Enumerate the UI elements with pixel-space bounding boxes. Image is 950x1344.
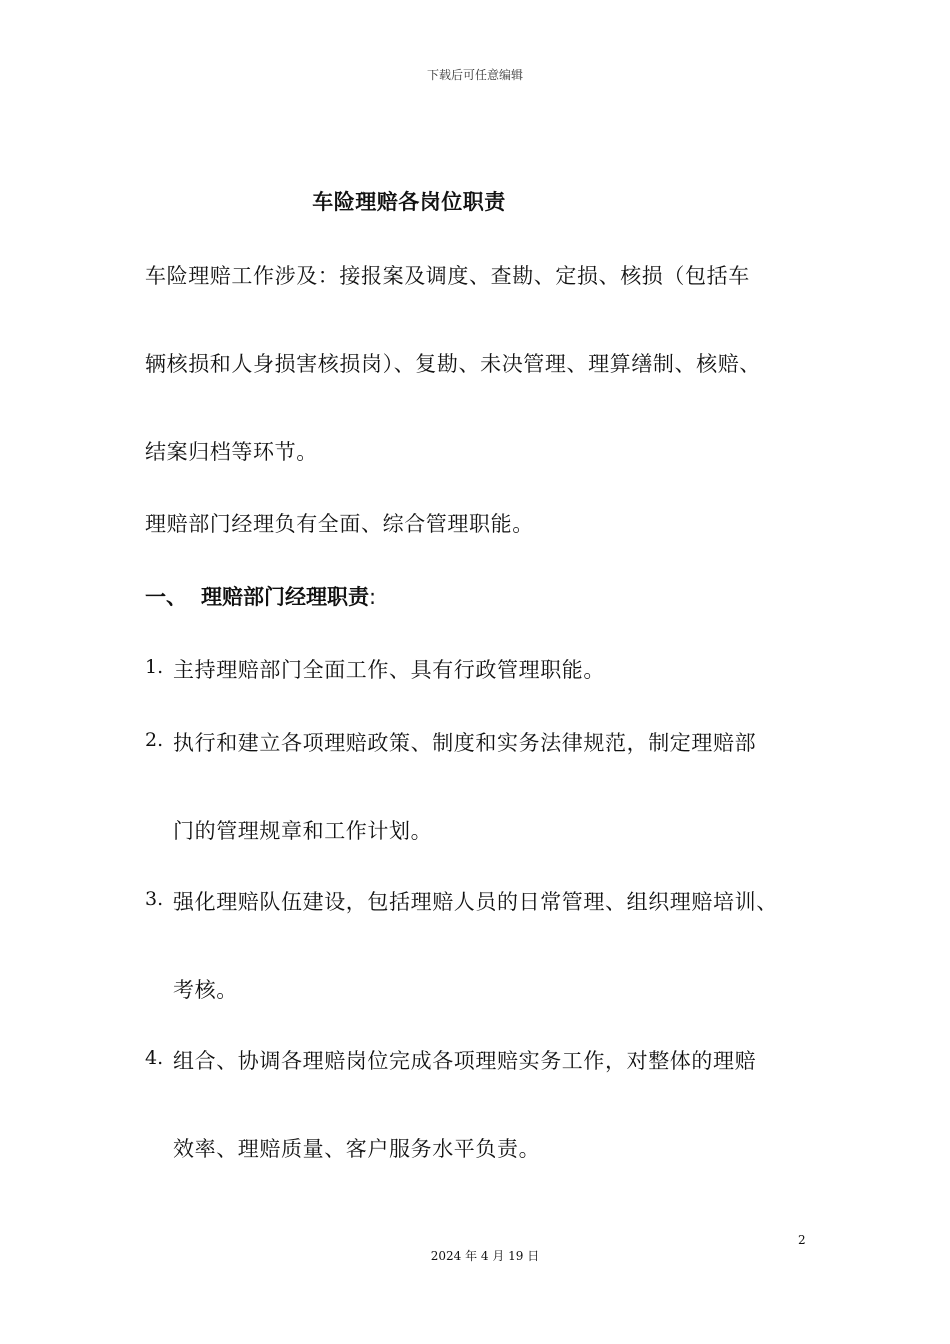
intro-line: 车险理赔工作涉及：接报案及调度、查勘、定损、核损（包括车 [145,264,750,288]
list-item-line: 考核。 [173,978,238,1002]
list-item-line: 效率、理赔质量、客户服务水平负责。 [173,1137,541,1161]
list-item-line: 门的管理规章和工作计划。 [173,819,433,843]
page-number: 2 [798,1233,806,1247]
section-title: 理赔部门经理职责 [201,585,369,609]
page-header: 下载后可任意编辑 [426,68,523,82]
item-number: 1. [145,656,164,678]
footer-date: 2024 年 4 月 19 日 [430,1249,540,1263]
paragraph: 理赔部门经理负有全面、综合管理职能。 [145,512,534,536]
section-marker: 一、 [145,585,187,609]
list-item-line: 组合、协调各理赔岗位完成各项理赔实务工作，对整体的理赔 [173,1049,757,1073]
section-colon: : [369,585,377,609]
intro-line: 辆核损和人身损害核损岗）、复勘、未决管理、理算缮制、核赔、 [145,352,761,376]
list-item-line: 强化理赔队伍建设，包括理赔人员的日常管理、组织理赔培训、 [173,890,778,914]
intro-line: 结案归档等环节。 [145,440,318,464]
item-number: 4. [145,1047,164,1069]
item-number: 3. [145,888,164,910]
document-title: 车险理赔各岗位职责 [312,190,506,214]
list-item-line: 主持理赔部门全面工作、具有行政管理职能。 [173,658,605,682]
section-heading [145,581,376,611]
item-number: 2. [145,729,164,751]
list-item-line: 执行和建立各项理赔政策、制度和实务法律规范，制定理赔部 [173,731,757,755]
